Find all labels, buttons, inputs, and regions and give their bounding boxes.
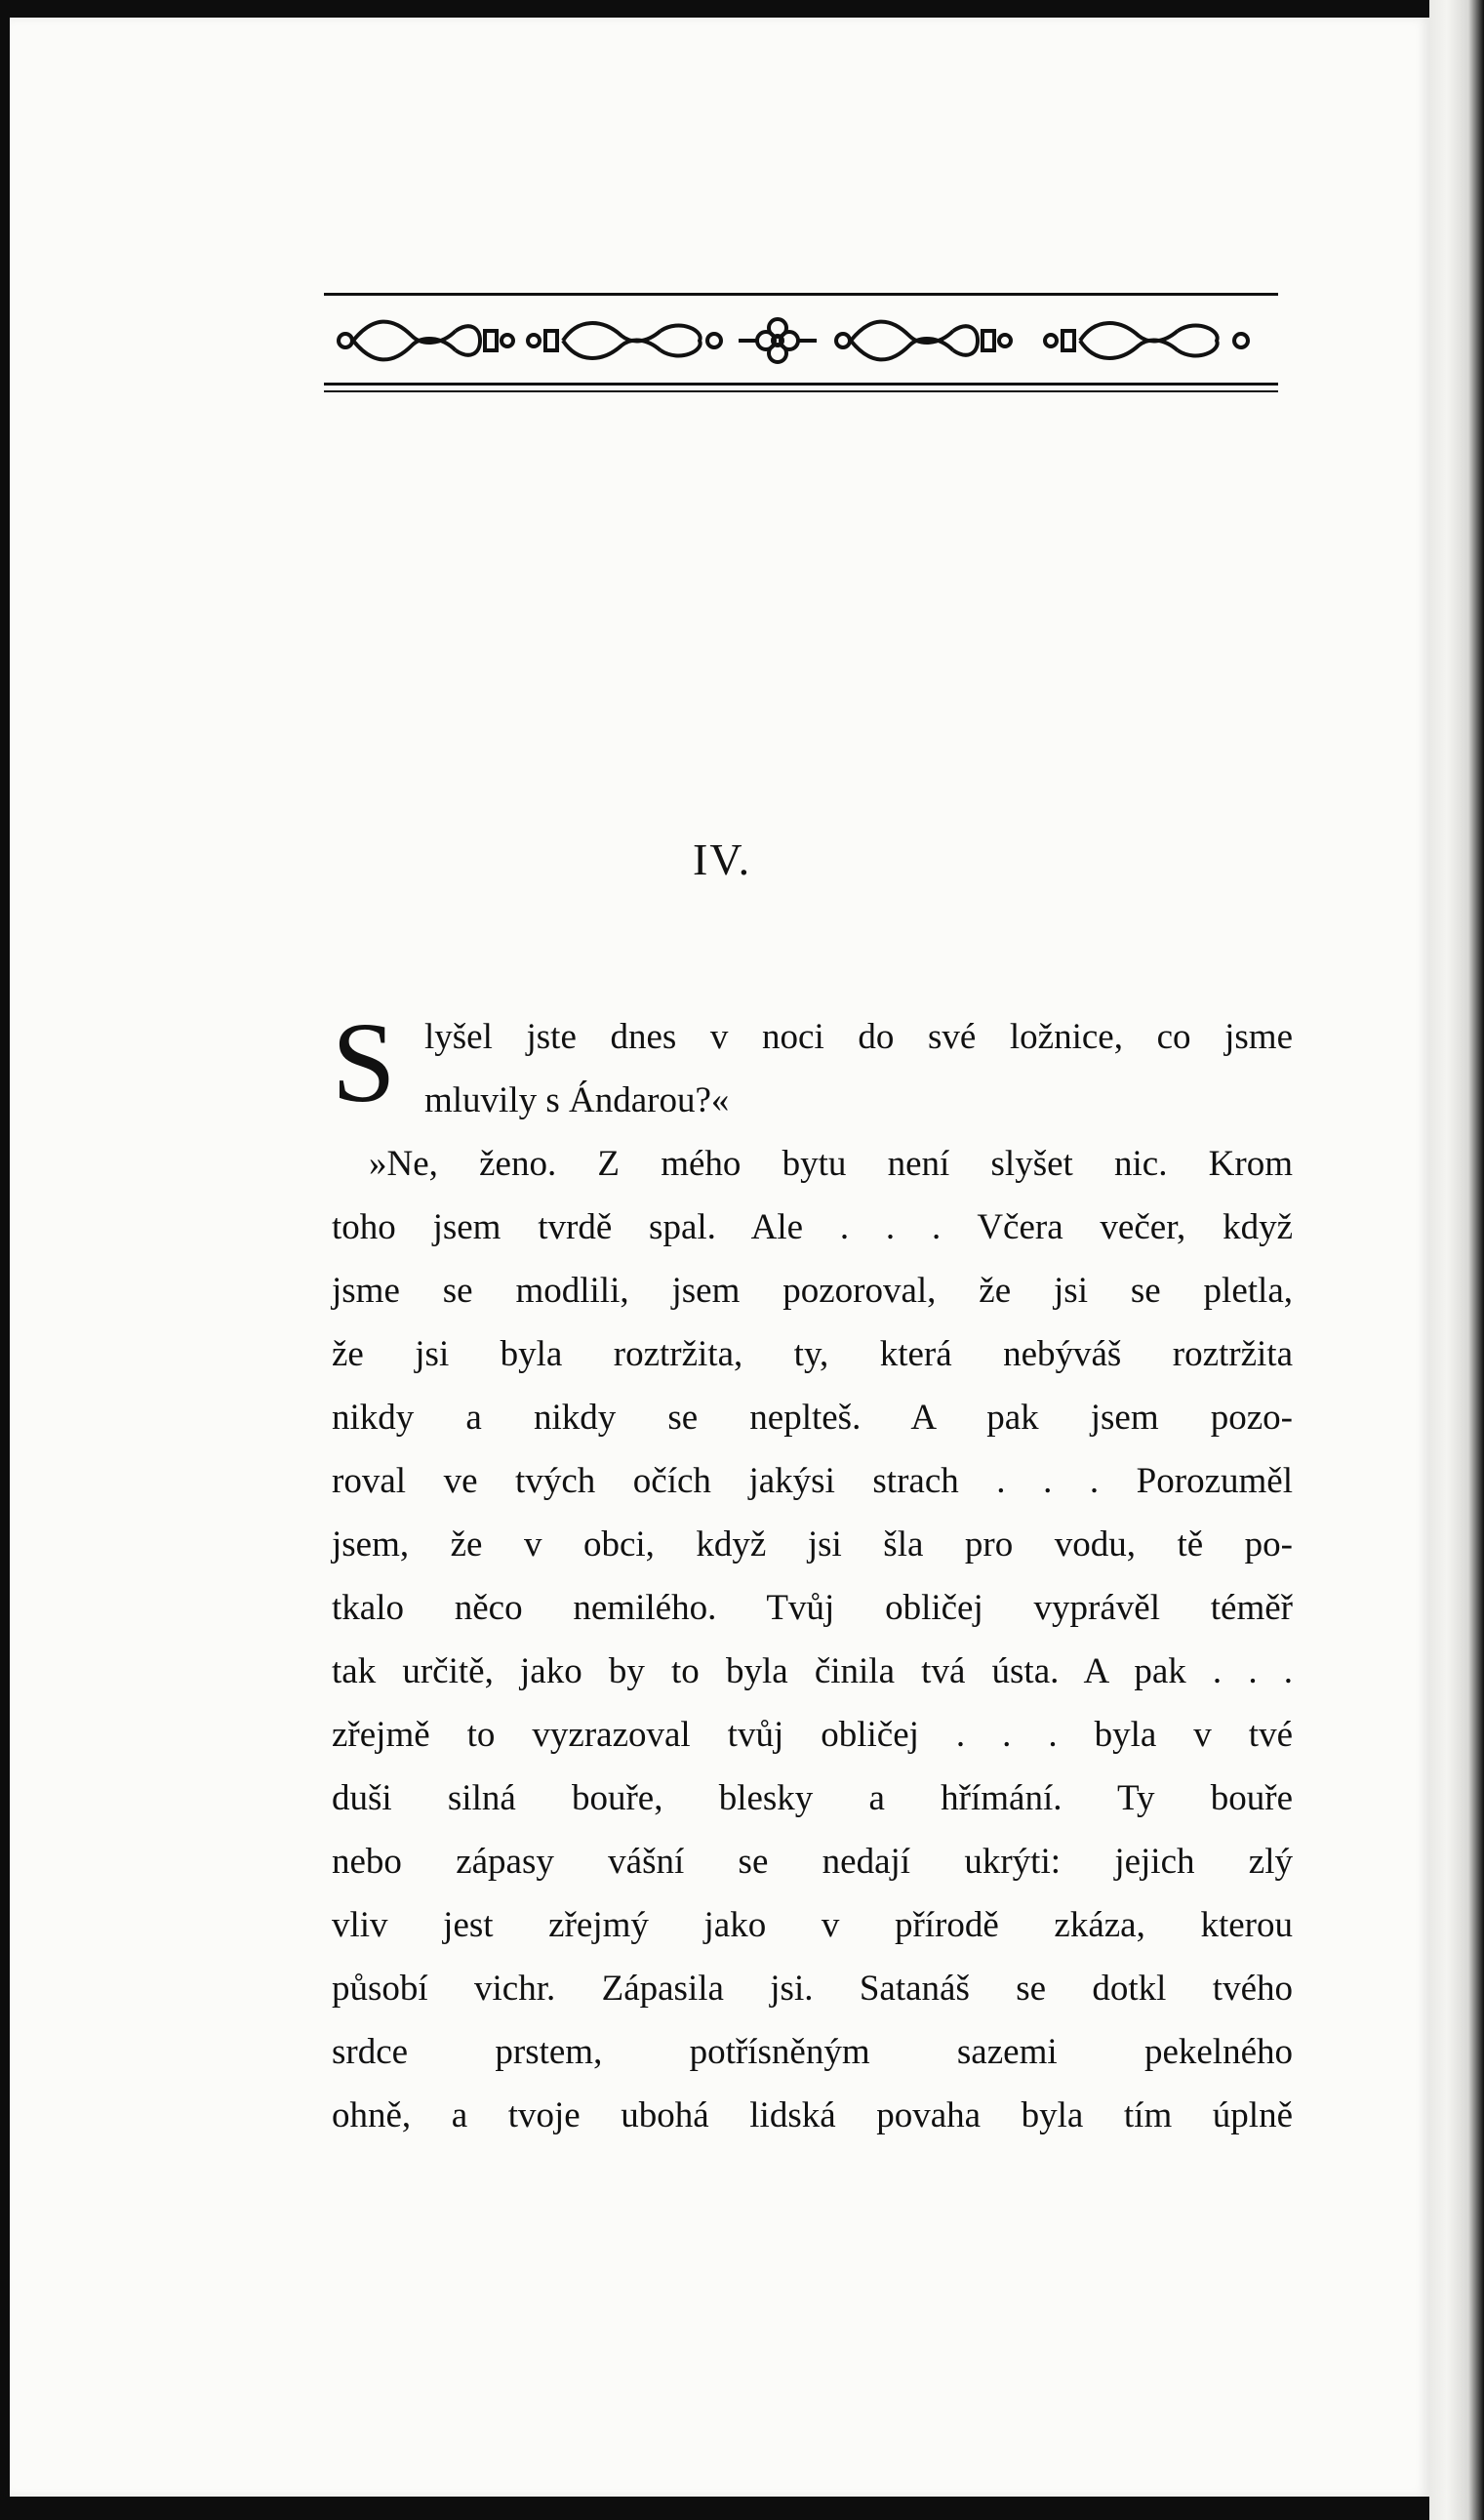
page-edge-shadow xyxy=(1429,0,1484,2520)
text-line: »Ne, ženo. Z mého bytu není slyšet nic. Krom xyxy=(369,1144,1293,1184)
bottom-rule-thick xyxy=(324,383,1278,386)
text-line: zřejmě to vyzrazoval tvůj obličej . . . byla v tvé xyxy=(332,1715,1293,1755)
ornamental-header xyxy=(324,293,1278,400)
bottom-rule-thin xyxy=(324,390,1278,392)
text-line: že jsi byla roztržita, ty, která nebýváš roztržita xyxy=(332,1334,1293,1374)
opening-paragraph xyxy=(332,998,1293,1132)
text-line: mluvily s Ándarou?« xyxy=(424,1080,730,1120)
top-rule xyxy=(324,293,1278,296)
text-line: jsem, že v obci, když jsi šla pro vodu, tě po- xyxy=(332,1524,1293,1565)
book-page xyxy=(10,18,1429,2497)
text-line: vliv jest zřejmý jako v přírodě zkáza, kterou xyxy=(332,1905,1293,1945)
text-line: duši silná bouře, blesky a hřímání. Ty bouře xyxy=(332,1778,1293,1818)
text-line: lyšel jste dnes v noci do své ložnice, co jsme xyxy=(424,1017,1293,1057)
text-line: srdce prstem, potřísněným sazemi pekelného xyxy=(332,2032,1293,2072)
text-line: nikdy a nikdy se neplteš. A pak jsem pozo- xyxy=(332,1398,1293,1438)
text-line: nebo zápasy vášní se nedají ukrýti: jejich zlý xyxy=(332,1842,1293,1882)
text-line: působí vichr. Zápasila jsi. Satanáš se dotkl tvého xyxy=(332,1969,1293,2009)
text-line: jsme se modlili, jsem pozoroval, že jsi se pletla, xyxy=(332,1271,1293,1311)
text-line: ohně, a tvoje ubohá lidská povaha byla tím úplně xyxy=(332,2095,1293,2135)
text-line: roval ve tvých očích jakýsi strach . . . Porozuměl xyxy=(332,1461,1293,1501)
scan-top-border xyxy=(0,0,1484,18)
chapter-number: IV. xyxy=(693,834,752,884)
ornament-border-icon xyxy=(324,306,1278,375)
text-line: toho jsem tvrdě spal. Ale . . . Včera večer, když xyxy=(332,1207,1293,1247)
text-line: tak určitě, jako by to byla činila tvá ústa. A pak . . . xyxy=(332,1651,1293,1691)
text-line: tkalo něco nemilého. Tvůj obličej vyprávěl téměř xyxy=(332,1588,1293,1628)
drop-cap: S xyxy=(332,998,396,1126)
body-text xyxy=(332,998,1293,2147)
